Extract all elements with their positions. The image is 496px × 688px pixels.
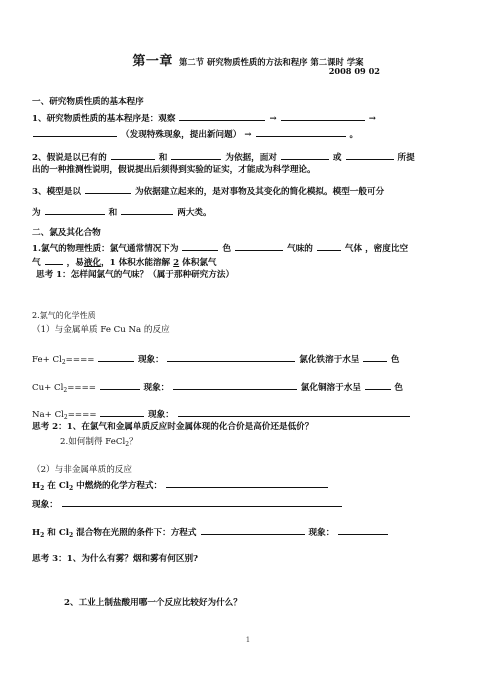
blank-na-observation[interactable] bbox=[178, 407, 410, 417]
text: 现象： bbox=[143, 383, 170, 393]
blank-hypothesis-4[interactable] bbox=[346, 150, 394, 160]
text: 2 bbox=[40, 532, 45, 539]
blank-cu-observation[interactable] bbox=[173, 380, 297, 390]
think-3: 思考 3：1、为什么有雾？烟和雾有何区别? bbox=[32, 554, 199, 564]
page-number: 1 bbox=[245, 636, 251, 644]
text: 3、模型是以 bbox=[32, 187, 81, 197]
text: 2 bbox=[40, 485, 45, 492]
text: 2、假说是以已有的 bbox=[32, 153, 107, 163]
nonmetal-reaction-title: （2）与非金属单质的反应 bbox=[32, 465, 132, 475]
text: 气 bbox=[32, 258, 41, 268]
text: 2.如何制得 FeCl bbox=[60, 437, 126, 447]
procedure-note: （发现特殊现象，提出新问题） bbox=[121, 130, 242, 140]
text: 现象： bbox=[308, 528, 335, 538]
text: H bbox=[32, 528, 41, 538]
physical-props-line-2 bbox=[32, 255, 217, 269]
text: ==== bbox=[67, 383, 97, 393]
text: ？ bbox=[129, 437, 138, 447]
text: 和 bbox=[108, 208, 118, 218]
text: 色 bbox=[390, 355, 400, 365]
arrow-2: → bbox=[368, 114, 376, 124]
blank-fe-product[interactable] bbox=[98, 352, 134, 362]
h2-cl2-light-line bbox=[32, 525, 389, 542]
blank-model-type-1[interactable] bbox=[45, 205, 105, 215]
chemical-props-title: 2.氯气的化学性质 bbox=[32, 311, 96, 320]
blank-cu-color[interactable] bbox=[365, 380, 391, 390]
blank-density[interactable] bbox=[45, 255, 63, 265]
hypothesis-line-2: 出的一种推测性说明，假说提出后须得到实验的证实，才能成为科学理论。 bbox=[32, 165, 316, 175]
blank-fe-observation[interactable] bbox=[167, 352, 295, 362]
physical-props-line-1 bbox=[32, 241, 408, 255]
blank-step-1[interactable] bbox=[179, 111, 265, 121]
text: 为依据建立起来的，是对事物及其变化的简化模拟。模型一般可分 bbox=[134, 187, 385, 197]
text: 色 bbox=[222, 244, 232, 254]
procedure-line-1 bbox=[32, 111, 376, 125]
blank-hypothesis-3[interactable] bbox=[281, 150, 329, 160]
text: 混合物在光照的条件下：方程式 bbox=[73, 528, 197, 538]
period: 。 bbox=[349, 130, 359, 140]
blank-h2-equation[interactable] bbox=[166, 478, 328, 488]
text: 现象： bbox=[137, 355, 164, 365]
think-2a: 思考 2：1、在氯气和金属单质反应时金属体现的化合价是高价还是低价？ bbox=[32, 422, 314, 432]
procedure-line-2 bbox=[32, 127, 358, 141]
text: 在 Cl bbox=[44, 481, 69, 491]
arrow-3: → bbox=[244, 130, 252, 140]
blank-cu-product[interactable] bbox=[100, 380, 140, 390]
text: 现象： bbox=[148, 410, 174, 420]
text: 两大类。 bbox=[177, 208, 212, 218]
blank-toxicity[interactable] bbox=[317, 241, 341, 251]
blank-hypothesis-1[interactable] bbox=[111, 150, 155, 160]
page-title bbox=[0, 50, 496, 69]
blank-h2-observation[interactable] bbox=[62, 497, 342, 507]
think-1: 思考 1：怎样闻氯气的气味？（属于那种研究方法） bbox=[36, 270, 235, 280]
date-label: 2008 09 02 bbox=[328, 66, 380, 76]
text: ，1 体积水能溶解 bbox=[101, 258, 171, 268]
think-2b bbox=[60, 436, 138, 451]
arrow-1: → bbox=[269, 114, 277, 124]
text: Cu+ Cl bbox=[32, 383, 64, 393]
text: 气味的 bbox=[287, 244, 313, 254]
text: 2 bbox=[125, 441, 130, 448]
text: Na+ Cl bbox=[32, 410, 64, 420]
text: 或 bbox=[332, 153, 342, 163]
text: 中燃烧的化学方程式： bbox=[73, 481, 163, 491]
blank-light-observation[interactable] bbox=[338, 525, 388, 535]
text: ==== bbox=[65, 355, 95, 365]
blank-step-3[interactable] bbox=[33, 127, 117, 137]
text: 2 bbox=[63, 414, 68, 421]
cu-reaction-line bbox=[32, 380, 403, 397]
text: 2 bbox=[69, 532, 74, 539]
hypothesis-line-1 bbox=[32, 150, 415, 164]
model-line-2 bbox=[32, 205, 212, 219]
text: 1.氯气的物理性质：氯气通常情况下为 bbox=[32, 244, 179, 254]
text: Fe+ Cl bbox=[32, 355, 62, 365]
blank-light-equation[interactable] bbox=[201, 525, 305, 535]
text: 2 bbox=[63, 387, 68, 394]
blank-model-type-2[interactable] bbox=[121, 205, 173, 215]
blank-step-4[interactable] bbox=[256, 127, 346, 137]
text: 和 Cl bbox=[44, 528, 69, 538]
blank-hypothesis-2[interactable] bbox=[171, 150, 221, 160]
text: ，易 bbox=[66, 258, 84, 268]
text: 2 bbox=[173, 258, 180, 268]
blank-color[interactable] bbox=[182, 241, 218, 251]
model-line-1 bbox=[32, 184, 384, 198]
metal-reaction-title: （1）与金属单质 Fe Cu Na 的反应 bbox=[32, 325, 170, 335]
text: 和 bbox=[158, 153, 168, 163]
text: 所提 bbox=[397, 153, 415, 163]
section-2-heading: 二、氯及其化合物 bbox=[32, 228, 101, 238]
blank-na-product[interactable] bbox=[100, 407, 144, 417]
blank-model-basis[interactable] bbox=[85, 184, 131, 194]
text: 2 bbox=[61, 359, 66, 366]
text: H bbox=[32, 481, 41, 491]
chapter-title: 第一章 bbox=[132, 54, 173, 69]
text: 氯化铜溶于水呈 bbox=[300, 383, 361, 393]
text: 氯化铁溶于水呈 bbox=[299, 355, 360, 365]
think-3b: 2、工业上制盐酸用哪一个反应比较好为什么？ bbox=[64, 598, 242, 608]
h2-combustion-line bbox=[32, 478, 329, 495]
text: 体积氯气 bbox=[182, 258, 217, 268]
lesson-subtitle: 第二节 研究物质性质的方法和程序 第二课时 学案 bbox=[178, 57, 364, 67]
text: 现象： bbox=[32, 500, 58, 510]
text: 气体 ，密度比空 bbox=[344, 244, 409, 254]
text: 色 bbox=[394, 383, 403, 393]
section-1-heading: 一、研究物质性质的基本程序 bbox=[32, 97, 144, 107]
text: ==== bbox=[67, 410, 97, 420]
blank-odor[interactable] bbox=[235, 241, 283, 251]
blank-step-2[interactable] bbox=[281, 111, 365, 121]
blank-fe-color[interactable] bbox=[363, 352, 387, 362]
procedure-label: 1、研究物质性质的基本程序是：观察 bbox=[32, 114, 176, 124]
text: 液化 bbox=[83, 258, 102, 268]
text: 为依据，面对 bbox=[225, 153, 277, 163]
fe-reaction-line bbox=[32, 352, 399, 369]
text: 为 bbox=[32, 208, 41, 218]
h2-observation-line bbox=[32, 497, 343, 511]
text: 2 bbox=[69, 485, 74, 492]
